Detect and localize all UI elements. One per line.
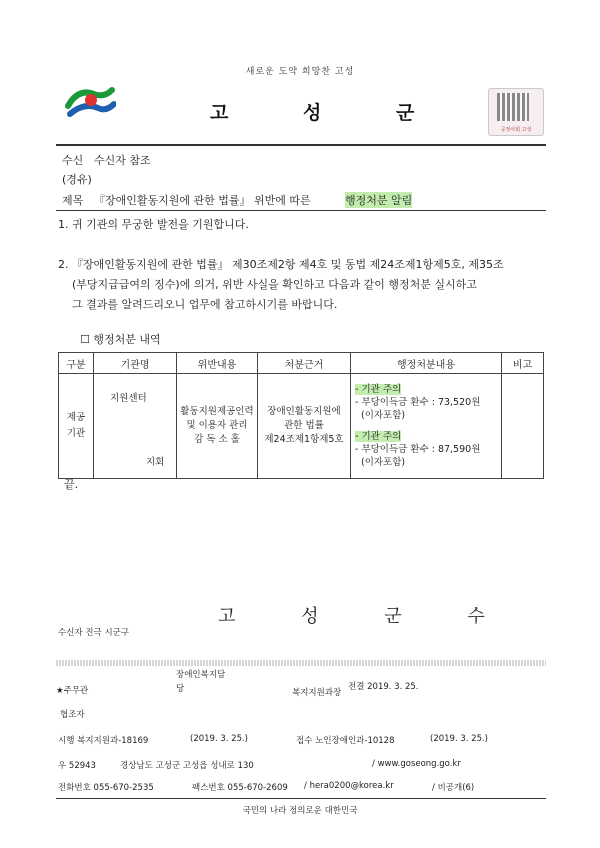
cell-org <box>94 374 177 479</box>
via: (경유) <box>62 173 92 186</box>
phone: 전화번호 055-670-2535 <box>58 783 154 793</box>
section-title: ☐ 행정처분 내역 <box>80 333 161 346</box>
org-1: 지원센터 <box>110 393 147 404</box>
receipt-label: 접수 노인장애인과-10128 <box>296 736 395 746</box>
cell-note <box>502 374 544 479</box>
header-basis: 처분근거 <box>258 353 351 374</box>
disposition-2-title: - 기관 주의 <box>355 431 402 442</box>
violation-line-3: 감 독 소 홀 <box>194 434 240 445</box>
drafter-line-1: 장애인복지담 <box>176 670 226 680</box>
header-violation: 위반내용 <box>177 353 258 374</box>
header-divider <box>56 144 546 146</box>
body-item-1: 1. 귀 기관의 무궁한 발전을 기원합니다. <box>58 218 249 231</box>
cell-violation <box>177 374 258 479</box>
drafter-line-2: 당 <box>176 684 185 694</box>
qr-code-icon <box>497 93 529 121</box>
fair-society-badge <box>488 88 544 136</box>
violation-line-2: 및 이용자 관리 <box>186 420 248 431</box>
slogan: 새로운 도약 희망찬 고성 <box>245 67 355 77</box>
basis-line-2: 관한 법률 <box>284 420 324 431</box>
subject-highlight: 행정처분 알림 <box>345 194 413 207</box>
header-disposition: 행정처분내용 <box>351 353 502 374</box>
cell-category <box>59 374 94 479</box>
subject-label: 제목 <box>62 194 84 207</box>
header-note: 비고 <box>502 353 544 374</box>
table-header-row <box>59 353 544 374</box>
body-item-2-line-2: (부당지급급여의 징수)에 의거, 위반 사실을 확인하고 다음과 같이 행정처분 실시하고 <box>72 278 477 291</box>
badge-caption: 공정사회 고성 <box>500 127 532 133</box>
address: 경상남도 고성군 고성읍 성내로 130 <box>120 761 254 771</box>
website-link[interactable]: / www.goseong.go.kr <box>372 759 461 769</box>
basis-line-1: 장애인활동지원에 <box>267 406 341 417</box>
execution-label: 시행 복지지원과-18169 <box>58 736 149 746</box>
subject-divider <box>56 210 546 211</box>
star-label: ★주무관 <box>56 686 89 696</box>
violation-line-1: 활동지원제공인력 <box>180 406 254 417</box>
disposition-2-line-1: - 부당이득금 환수 : 87,590원 <box>355 444 481 455</box>
fax: 팩스번호 055-670-2609 <box>192 783 288 793</box>
disposition-1-line-2: (이자포함) <box>361 410 406 421</box>
basis-line-3: 제24조제1항제5호 <box>264 434 344 445</box>
postal-code: 우 52943 <box>58 761 96 771</box>
cell-disposition <box>351 374 502 479</box>
scan-bar-top <box>56 660 546 666</box>
header-category: 구분 <box>59 353 94 374</box>
chief: 복지지원과장 <box>292 688 342 698</box>
body-item-2-line-3: 그 결과를 알려드리오니 업무에 참고하시기를 바랍니다. <box>72 298 338 311</box>
disposition-2-line-2: (이자포함) <box>361 457 406 468</box>
recipients: 수신자 진극 시군구 <box>58 628 130 638</box>
org-2: 지회 <box>146 457 165 468</box>
subject-text: 『장애인활동지원에 관한 법률』 위반에 따른 <box>94 194 311 207</box>
footer-divider <box>56 798 546 799</box>
motto: 국민의 나라 정의로운 대한민국 <box>242 806 358 816</box>
end-mark: 끝. <box>64 478 79 491</box>
cell-basis <box>258 374 351 479</box>
execution-date: (2019. 3. 25.) <box>190 734 248 744</box>
cooperator: 협조자 <box>60 710 85 720</box>
disclosure: / 비공개(6) <box>432 783 475 793</box>
table-row <box>59 374 544 479</box>
receipt-date: (2019. 3. 25.) <box>430 734 488 744</box>
goseong-logo-icon <box>64 80 116 122</box>
org-title: 고 성 군 <box>210 102 449 124</box>
email-link[interactable]: / hera0200@korea.kr <box>304 781 394 791</box>
disposition-1-title: - 기관 주의 <box>355 384 402 395</box>
disposition-table <box>58 352 544 479</box>
header-org: 기관명 <box>94 353 177 374</box>
signer: 고 성 군 수 <box>218 606 515 627</box>
body-item-2-line-1: 2. 『장애인활동지원에 관한 법률』 제30조제2항 제4호 및 동법 제24조제1항제5호, 제35조 <box>58 258 504 271</box>
recipient-value: 수신자 참조 <box>94 154 151 167</box>
recipient-label: 수신 <box>62 154 84 167</box>
disposition-1-line-1: - 부당이득금 환수 : 73,520원 <box>355 397 481 408</box>
category-text: 제공 기관 <box>66 412 86 439</box>
approval: 전결 2019. 3. 25. <box>348 682 419 692</box>
